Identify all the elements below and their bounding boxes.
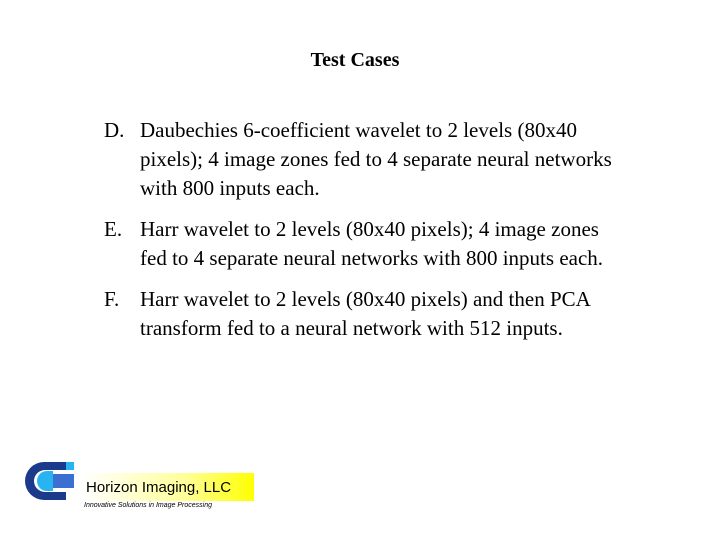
list-marker: D. xyxy=(104,118,125,142)
test-case-f xyxy=(104,285,624,343)
company-logo xyxy=(22,459,262,519)
test-case-e xyxy=(104,215,624,273)
test-case-d xyxy=(104,116,624,203)
company-name: Horizon Imaging, LLC xyxy=(86,479,232,496)
company-tagline: Innovative Solutions in Image Processing xyxy=(84,502,213,509)
list-marker: E. xyxy=(104,217,123,241)
test-case-list xyxy=(104,116,624,343)
test-case-text: Daubechies 6-coefficient wavelet to 2 levels (80x40 pixels); 4 image zones fed to 4 separate neural networks with 800 inputs each. xyxy=(140,118,612,200)
horizon-c-logo-icon xyxy=(22,459,82,503)
test-case-text: Harr wavelet to 2 levels (80x40 pixels); 4 image zones fed to 4 separate neural networks with 800 inputs each. xyxy=(140,217,604,270)
slide-title: Test Cases xyxy=(310,49,400,71)
test-case-text: Harr wavelet to 2 levels (80x40 pixels) and then PCA transform fed to a neural network with 512 inputs. xyxy=(140,287,590,340)
list-marker: F. xyxy=(104,287,120,311)
